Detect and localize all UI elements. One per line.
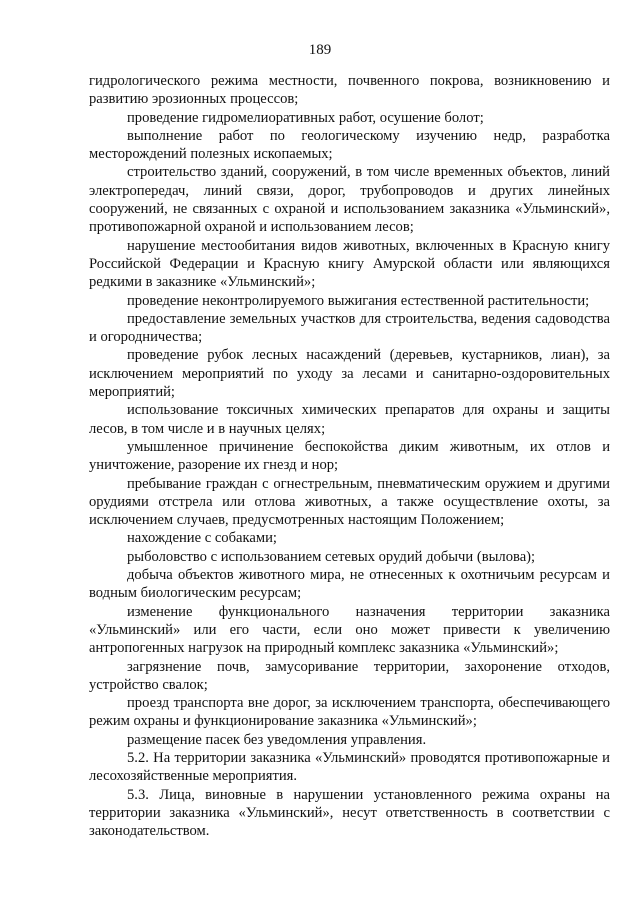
paragraph: умышленное причинение беспокойства диким животным, их отлов и уничтожение, разорение их гнезд и нор; bbox=[89, 438, 610, 474]
paragraph: изменение функционального назначения территории заказника «Ульминский» или его части, если оно может привести к увеличению антропогенных нагрузок на природный комплекс заказника «Ульминский»; bbox=[89, 603, 610, 657]
paragraph: строительство зданий, сооружений, в том числе временных объектов, линий электропередач, линий связи, дорог, трубопроводов и других линейных сооружений, не связанных с охраной и использованием заказника «Ульминский», противопожарной охраной и использованием лесов; bbox=[89, 164, 610, 236]
paragraph: предоставление земельных участков для строительства, ведения садоводства и огородничества; bbox=[89, 310, 610, 346]
paragraph: проезд транспорта вне дорог, за исключением транспорта, обеспечивающего режим охраны и функционирование заказника «Ульминский»; bbox=[89, 695, 610, 730]
paragraph: гидрологического режима местности, почвенного покрова, возникновению и развитию эрозионных процессов; bbox=[89, 73, 610, 108]
paragraph: 5.3. Лица, виновные в нарушении установленного режима охраны на территории заказника «Ульминский», несут ответственность в соответствии с законодательством. bbox=[89, 786, 610, 840]
page-number: 189 bbox=[308, 42, 332, 58]
paragraph: рыболовство с использованием сетевых орудий добычи (вылова); bbox=[127, 548, 536, 565]
paragraph: использование токсичных химических препаратов для охраны и защиты лесов, в том числе и в научных целях; bbox=[89, 402, 610, 437]
paragraph: проведение гидромелиоративных работ, осушение болот; bbox=[127, 109, 484, 126]
paragraph: добыча объектов животного мира, не отнесенных к охотничьим ресурсам и водным биологическим ресурсам; bbox=[89, 567, 610, 602]
paragraph: проведение рубок лесных насаждений (деревьев, кустарников, лиан), за исключением мероприятий по уходу за лесами и санитарно-оздоровительных мероприятий; bbox=[89, 347, 610, 401]
paragraph: проведение неконтролируемого выжигания естественной растительности; bbox=[127, 292, 590, 309]
paragraph: 5.2. На территории заказника «Ульминский» проводятся противопожарные и лесохозяйственные мероприятия. bbox=[89, 749, 610, 785]
document-body bbox=[89, 72, 610, 840]
paragraph: выполнение работ по геологическому изучению недр, разработка месторождений полезных ископаемых; bbox=[89, 127, 610, 163]
paragraph: пребывание граждан с огнестрельным, пневматическим оружием и другими орудиями отстрела или отлова животных, а также осуществление охоты, за исключением случаев, предусмотренных настоящим Положением; bbox=[89, 475, 610, 529]
paragraph: размещение пасек без уведомления управления. bbox=[127, 731, 427, 748]
paragraph: нарушение местообитания видов животных, включенных в Красную книгу Российской Федерации и Красную книгу Амурской области или являющихся редкими в заказнике «Ульминский»; bbox=[89, 237, 610, 291]
paragraph: нахождение с собаками; bbox=[127, 530, 277, 547]
paragraph: загрязнение почв, замусоривание территории, захоронение отходов, устройство свалок; bbox=[89, 658, 610, 693]
